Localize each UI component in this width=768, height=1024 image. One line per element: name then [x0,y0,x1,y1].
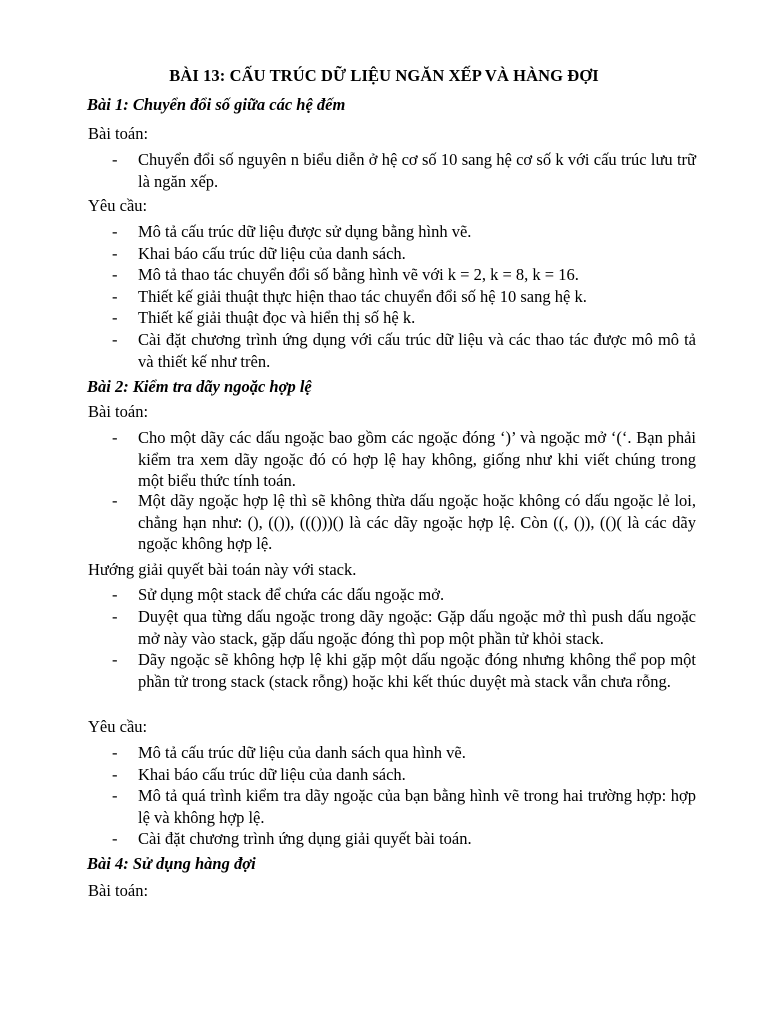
bai2-requirement-item [112,785,696,828]
bai1-requirement-item [112,221,696,243]
list-item-text: Mô tả quá trình kiểm tra dãy ngoặc của bạn bằng hình vẽ trong hai trường hợp: hợp lệ và không hợp lệ. [138,786,696,827]
bai2-problem-item [112,427,696,492]
bullet-dash: - [112,222,118,241]
list-item-text: Sử dụng một stack để chứa các dấu ngoặc mở. [138,585,445,604]
bai2-approach-item [112,584,696,606]
bullet-dash: - [112,308,118,327]
list-item-text: Chuyển đổi số nguyên n biểu diễn ở hệ cơ số 10 sang hệ cơ số k với cấu trúc lưu trữ là ngăn xếp. [138,150,696,191]
list-item-text: Mô tả cấu trúc dữ liệu của danh sách qua hình vẽ. [138,743,466,762]
list-item-text: Khai báo cấu trúc dữ liệu của danh sách. [138,244,406,263]
section-heading-bai1: Bài 1: Chuyển đổi số giữa các hệ đếm [87,95,346,114]
bai2-approach-label: Hướng giải quyết bài toán này với stack. [88,560,357,579]
list-item-text: Dãy ngoặc sẽ không hợp lệ khi gặp một dấu ngoặc đóng nhưng không thể pop một phần tử trong stack (stack rỗng) hoặc khi kết thúc duyệt mà stack vẫn chưa rỗng. [138,650,696,691]
bullet-dash: - [112,265,118,284]
bai1-requirement-item [112,264,696,286]
bai1-requirement-item [112,307,696,329]
list-item-text: Cài đặt chương trình ứng dụng với cấu trúc dữ liệu và các thao tác được mô mô tả và thiết kế như trên. [138,330,696,371]
bai1-requirement-item [112,329,696,372]
list-item-text: Thiết kế giải thuật đọc và hiển thị số hệ k. [138,308,416,327]
bai1-problem-label: Bài toán: [88,124,149,143]
bullet-dash: - [112,428,118,447]
bai1-requirements-label: Yêu cầu: [88,196,148,215]
bullet-dash: - [112,786,118,805]
section-heading-bai2: Bài 2: Kiểm tra dãy ngoặc hợp lệ [87,377,312,396]
list-item-text: Mô tả thao tác chuyển đổi số bằng hình vẽ với k = 2, k = 8, k = 16. [138,265,579,284]
section-heading-bai4: Bài 4: Sử dụng hàng đợi [87,854,256,873]
bai4-problem-label: Bài toán: [88,881,149,900]
bullet-dash: - [112,585,118,604]
bai2-approach-item [112,649,696,692]
bullet-dash: - [112,491,118,510]
bullet-dash: - [112,607,118,626]
list-item-text: Thiết kế giải thuật thực hiện thao tác chuyển đổi số hệ 10 sang hệ k. [138,287,587,306]
list-item-text: Cài đặt chương trình ứng dụng giải quyết bài toán. [138,829,472,848]
bullet-dash: - [112,765,118,784]
bai2-requirement-item [112,742,696,764]
bai2-requirement-item [112,828,696,850]
bullet-dash: - [112,244,118,263]
bai2-problem-label: Bài toán: [88,402,149,421]
bullet-dash: - [112,287,118,306]
list-item-text: Một dãy ngoặc hợp lệ thì sẽ không thừa dấu ngoặc hoặc không có dấu ngoặc lẻ loi, chẳng hạn như: (), (()), ((()))() là các dãy ngoặc hợp lệ. Còn ((, ()), (()( là các dãy ngoặc không hợp lệ. [138,491,696,553]
list-item-text: Duyệt qua từng dấu ngoặc trong dãy ngoặc: Gặp dấu ngoặc mở thì push dấu ngoặc mở này vào stack, gặp dấu ngoặc đóng thì pop một phần tử khỏi stack. [138,607,696,648]
bai2-problem-item [112,490,696,555]
page-title: BÀI 13: CẤU TRÚC DỮ LIỆU NGĂN XẾP VÀ HÀNG ĐỢI [169,66,599,85]
bai2-requirements-label: Yêu cầu: [88,717,148,736]
bullet-dash: - [112,150,118,169]
bullet-dash: - [112,650,118,669]
bai1-requirement-item [112,243,696,265]
bullet-dash: - [112,743,118,762]
bai2-approach-item [112,606,696,649]
list-item-text: Cho một dãy các dấu ngoặc bao gồm các ngoặc đóng ‘)’ và ngoặc mở ‘(‘. Bạn phải kiểm tra xem dãy ngoặc đó có hợp lệ hay không, giống như khi viết chúng trong một biểu thức tính toán. [138,428,696,490]
list-item-text: Mô tả cấu trúc dữ liệu được sử dụng bằng hình vẽ. [138,222,472,241]
bai1-problem-item [112,149,696,192]
bullet-dash: - [112,829,118,848]
list-item-text: Khai báo cấu trúc dữ liệu của danh sách. [138,765,406,784]
bullet-dash: - [112,330,118,349]
bai2-requirement-item [112,764,696,786]
bai1-requirement-item [112,286,696,308]
